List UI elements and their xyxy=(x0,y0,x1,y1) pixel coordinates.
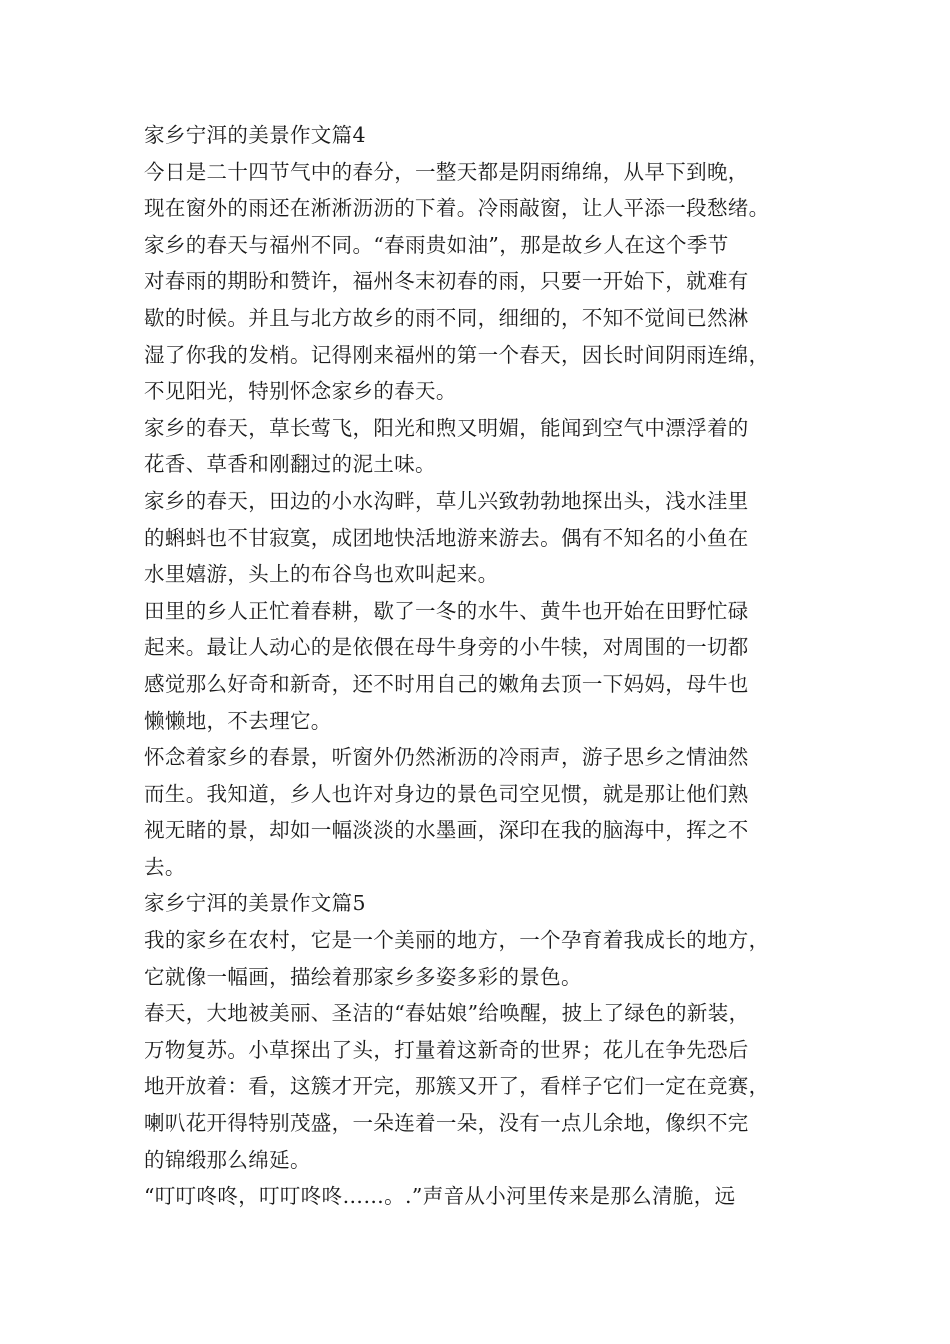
text-line: 感觉那么好奇和新奇，还不时用自己的嫩角去顶一下妈妈，母牛也 xyxy=(144,671,749,696)
text-line: 懒懒地，不去理它。 xyxy=(144,708,332,733)
text-line: 春天，大地被美丽、圣洁的“春姑娘”给唤醒，披上了绿色的新装， xyxy=(144,1001,750,1026)
text-line: 我的家乡在农村，它是一个美丽的地方，一个孕育着我成长的地方， xyxy=(144,928,770,953)
text-line: 地开放着：看，这簇才开完，那簇又开了，看样子它们一定在竞赛， xyxy=(144,1074,770,1099)
text-line: 家乡的春天与福州不同。“春雨贵如油”，那是故乡人在这个季节 xyxy=(144,232,729,257)
text-line: 歇的时候。并且与北方故乡的雨不同，细细的，不知不觉间已然淋 xyxy=(144,305,749,330)
text-line: 万物复苏。小草探出了头，打量着这新奇的世界；花儿在争先恐后 xyxy=(144,1037,749,1062)
text-line: 家乡的春天，田边的小水沟畔，草儿兴致勃勃地探出头，浅水洼里 xyxy=(144,488,749,513)
document-body xyxy=(144,117,812,1215)
text-line: 水里嬉游，头上的布谷鸟也欢叫起来。 xyxy=(144,562,499,587)
text-line: 田里的乡人正忙着春耕，歇了一冬的水牛、黄牛也开始在田野忙碌 xyxy=(144,598,749,623)
text-line: 今日是二十四节气中的春分，一整天都是阴雨绵绵，从早下到晚， xyxy=(144,159,749,184)
text-line: 家乡的春天，草长莺飞，阳光和煦又明媚，能闻到空气中漂浮着的 xyxy=(144,415,749,440)
text-line: 的蝌蚪也不甘寂寞，成团地快活地游来游去。偶有不知名的小鱼在 xyxy=(144,525,749,550)
section-heading: 家乡宁洱的美景作文篇5 xyxy=(144,891,366,916)
text-line: 视无睹的景，却如一幅淡淡的水墨画，深印在我的脑海中，挥之不 xyxy=(144,818,749,843)
text-line: 喇叭花开得特别茂盛，一朵连着一朵，没有一点儿余地，像织不完 xyxy=(144,1111,749,1136)
text-line: 怀念着家乡的春景，听窗外仍然淅沥的冷雨声，游子思乡之情油然 xyxy=(144,745,749,770)
text-line: 不见阳光，特别怀念家乡的春天。 xyxy=(144,379,457,404)
text-line: 现在窗外的雨还在淅淅沥沥的下着。冷雨敲窗，让人平添一段愁绪。 xyxy=(144,196,770,221)
text-line: 花香、草香和刚翻过的泥土味。 xyxy=(144,452,436,477)
text-line: 去。 xyxy=(144,854,186,879)
text-line: 它就像一幅画，描绘着那家乡多姿多彩的景色。 xyxy=(144,964,582,989)
text-line: “叮叮咚咚，叮叮咚咚……。.”声音从小河里传来是那么清脆，远 xyxy=(144,1184,736,1209)
text-line: 对春雨的期盼和赞许，福州冬末初春的雨，只要一开始下，就难有 xyxy=(144,269,749,294)
text-line: 湿了你我的发梢。记得刚来福州的第一个春天，因长时间阴雨连绵， xyxy=(144,342,770,367)
text-line: 而生。我知道，乡人也许对身边的景色司空见惯，就是那让他们熟 xyxy=(144,781,749,806)
text-line: 起来。最让人动心的是依偎在母牛身旁的小牛犊，对周围的一切都 xyxy=(144,635,749,660)
text-line: 的锦缎那么绵延。 xyxy=(144,1147,311,1172)
section-heading: 家乡宁洱的美景作文篇4 xyxy=(144,123,366,147)
